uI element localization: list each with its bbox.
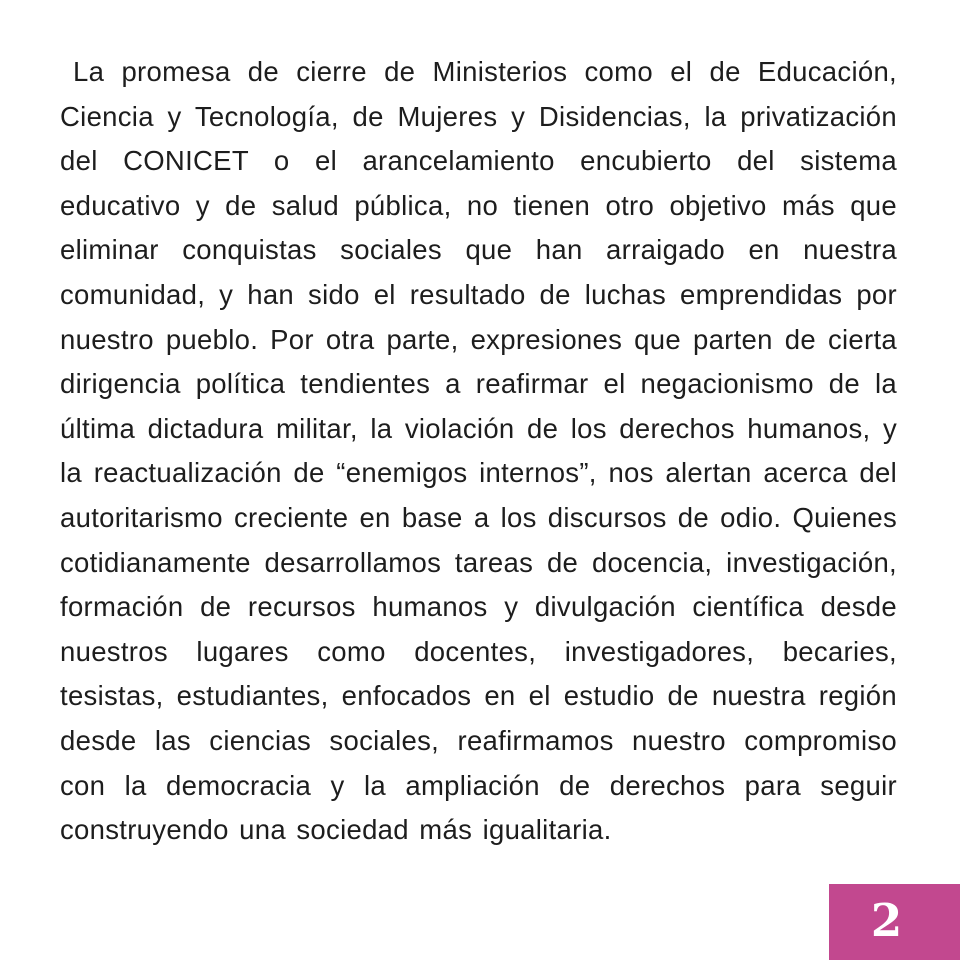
page-number-badge <box>829 884 960 960</box>
body-paragraph: La promesa de cierre de Ministerios como el de Educación, Ciencia y Tecnología, de Mujeres y Disidencias, la privatización del CONICET o el arancelamiento encubierto del sistema educativo y de salud pública, no tienen otro objetivo más que eliminar conquistas sociales que han arraigado en nuestra comunidad, y han sido el resultado de luchas emprendidas por nuestro pueblo. Por otra parte, expresiones que parten de cierta dirigencia política tendientes a reafirmar el negacionismo de la última dictadura militar, la violación de los derechos humanos, y la reactualización de “enemigos internos”, nos alertan acerca del autoritarismo creciente en base a los discursos de odio. Quienes cotidianamente desarrollamos tareas de docencia, investigación, formación de recursos humanos y divulgación científica desde nuestros lugares como docentes, investigadores, becaries, tesistas, estudiantes, enfocados en el estudio de nuestra región desde las ciencias sociales, reafirmamos nuestro compromiso con la democracia y la ampliación de derechos para seguir construyendo una sociedad más igualitaria. <box>60 56 897 846</box>
page-number: 2 <box>870 893 903 947</box>
